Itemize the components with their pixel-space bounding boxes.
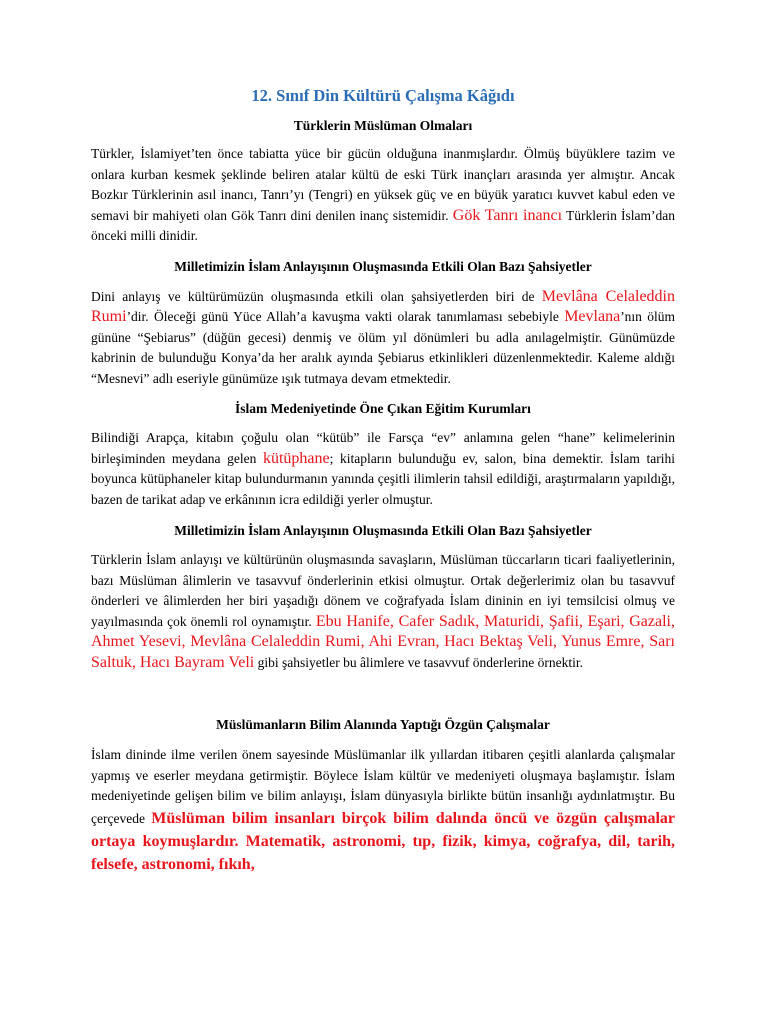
section-heading-education-institutions: İslam Medeniyetinde Öne Çıkan Eğitim Kurumları — [235, 401, 531, 416]
highlight-mevlana-celaleddin-rumi: Mevlâna Celaleddin Rumi — [91, 287, 675, 325]
highlight-kutuphane: kütüphane — [262, 449, 330, 467]
paragraph-text: Türklerin İslam’dan önceki milli dinidir. — [91, 207, 676, 243]
section-paragraph-scholars — [91, 550, 675, 673]
highlight-scientists: Müslüman bilim insanları birçok bilim dalında öncü ve özgün çalışmalar ortaya koymuşlardır. Matematik, astronomi, tıp, fizik, kimya, coğrafya, dil, tarih, felsefe, astronomi, fıkıh, — [91, 809, 675, 873]
section-heading-influential-figures-2: Milletimizin İslam Anlayışının Oluşmasında Etkili Olan Bazı Şahsiyetler — [174, 523, 592, 538]
worksheet-page — [91, 84, 675, 876]
paragraph-text: Türkler, İslamiyet’ten önce tabiatta yüce bir gücün olduğuna inanmışlardır. Ölmüş büyüklere tazim ve onlara kurban kesmek şeklinde beliren atalar kültü de eski Türk inançları arasında yer almıştır. Ancak Bozkır Türklerinin asıl inancı, Tanrı’yı (Tengri) en yüksek güç ve en büyük yaratıcı kuvvet kabul eden ve semavi bir mahiyeti olan Gök Tanrı dini denilen inanç sistemidir. — [91, 146, 675, 223]
paragraph-text: Dini anlayış ve kültürümüzün oluşmasında etkili olan şahsiyetlerden biri de — [91, 288, 542, 304]
section-paragraph-science — [91, 745, 675, 876]
paragraph-text: İslam dininde ilme verilen önem sayesinde Müslümanlar ilk yıllardan itibaren çeşitli alanlarda çalışmalar yapmış ve eserler meydana getirmiştir. Böylece İslam kültür ve medeniyeti oluşmaya başlamıştır. İslam medeniyetinde gelişen bilim ve bilim anlayışı, İslam dünyasıyla birlikte bütün insanlığı aydınlatmıştır. Bu çerçevede — [91, 747, 675, 826]
paragraph-text: Bilindiği Arapça, kitabın çoğulu olan “kütüb” ile Farsça “ev” anlamına gelen “hane” kelimelerinin birleşiminden meydana gelen — [91, 430, 675, 466]
section-heading-science-work: Müslümanların Bilim Alanında Yaptığı Özgün Çalışmalar — [216, 717, 550, 732]
paragraph-text: ’nın ölüm gününe “Şebiarus” (düğün gecesi) denmiş ve ölüm yıl dönümleri bu adla anılagelmiştir. Günümüzde kabrinin de bulunduğu Konya’da her aralık ayında Şebiarus etkinlikleri düzenlenmektedir. Kaleme aldığı “Mesnevi” adlı eseriyle günümüze ışık tutmaya devam etmektedir. — [91, 309, 675, 386]
paragraph-text: ; kitapların bulunduğu ev, salon, bina demektir. İslam tarihi boyunca kütüphaneler kitap bulundurmanın yanında çeşitli ilimlerin tahsil edildiği, araştırmaların yapıldığı, bazen de tarikat adap ve erkânının icra edildiği yerler olmuştur. — [91, 450, 676, 507]
highlight-scholar-names: Ebu Hanife, Cafer Sadık, Maturidi, Şafii, Eşari, Gazali, Ahmet Yesevi, Mevlâna Celaleddin Rumi, Ahi Evran, Hacı Bektaş Veli, Yunus Emre, Sarı Saltuk, Hacı Bayram Veli — [91, 612, 675, 671]
section-paragraph-library — [91, 428, 675, 510]
section-paragraph-turks-becoming-muslim — [91, 144, 675, 247]
paragraph-text: gibi şahsiyetler bu âlimlere ve tasavvuf önderlerine örnektir. — [254, 654, 584, 670]
highlight-gok-tanri: Gök Tanrı inancı — [452, 206, 563, 224]
section-paragraph-mevlana — [91, 287, 675, 390]
section-heading-turks-becoming-muslim: Türklerin Müslüman Olmaları — [293, 118, 473, 133]
section-heading-influential-figures: Milletimizin İslam Anlayışının Oluşmasında Etkili Olan Bazı Şahsiyetler — [174, 258, 592, 274]
paragraph-text: ’dir. Öleceği günü Yüce Allah’a kavuşma vakti olarak tanımlaması sebebiyle — [126, 309, 565, 324]
page-title: 12. Sınıf Din Kültürü Çalışma Kâğıdı — [251, 86, 515, 105]
highlight-mevlana: Mevlana — [564, 308, 621, 325]
paragraph-text: Türklerin İslam anlayışı ve kültürünün oluşmasında savaşların, Müslüman tüccarların ticari faaliyetlerinin, bazı Müslüman âlimlerin ve tasavvuf önderlerinin etkisi olmuştur. Ortak değerlerimiz olan bu tasavvuf önderleri ve âlimlerden her biri yaşadığı dönem ve coğrafyada İslam dininin en iyi temsilcisi olmuş ve yayılmasında çok önemli rol oynamıştır. — [91, 552, 675, 629]
